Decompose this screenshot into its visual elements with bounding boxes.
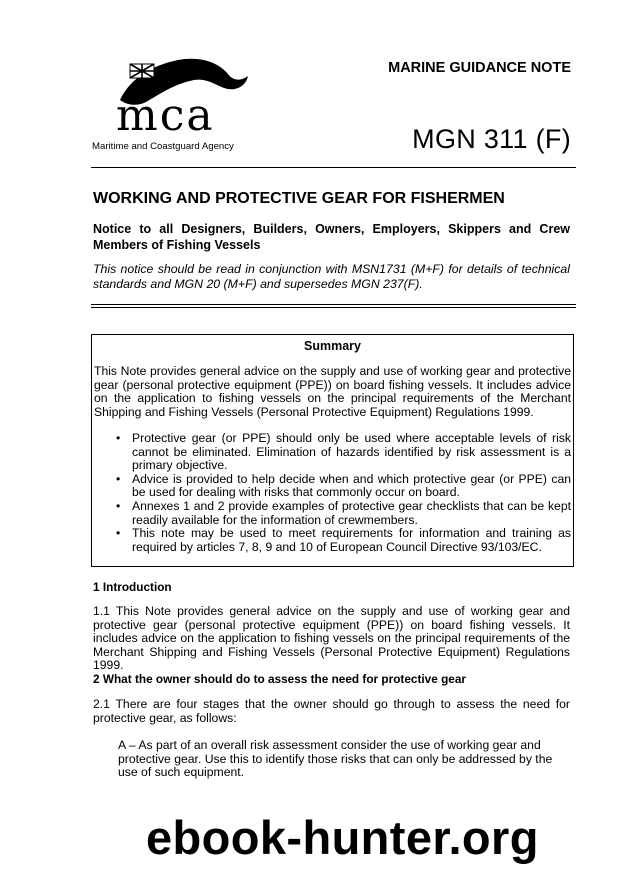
section-text-introduction: 1.1 This Note provides general advice on the supply and use of working gear and protective gear (personal protective equipment (PPE)) on board fishing vessels. It includes advice on the application to fishing vessels on the principal requirements of the Merchant Shipping and Fishing Vessels (Personal Protective Equipment) Regulations 1999.: [93, 604, 570, 673]
document-number: MGN 311 (F): [412, 124, 571, 154]
double-rule-bottom: [91, 307, 576, 308]
section-heading-assessment: 2 What the owner should do to assess the need for protective gear: [93, 672, 466, 686]
agency-name: Maritime and Coastguard Agency: [92, 141, 234, 152]
header-rule: [91, 167, 576, 168]
section-text-assessment: 2.1 There are four stages that the owner should go through to assess the need for protective gear, as follows:: [93, 697, 570, 725]
stage-a-text: A – As part of an overall risk assessment consider the use of working gear and protective gear. Use this to identify those risks that can only be addressed by the use of such equipment.: [118, 738, 553, 780]
summary-title: Summary: [304, 339, 361, 353]
logo-mark: mca: [116, 90, 215, 141]
summary-box: [91, 334, 574, 567]
summary-bullet: • Advice is provided to help decide when and which protective gear (or PPE) can be used for dealing with risks that commonly occur on board.: [116, 473, 571, 500]
supersedes-note: This notice should be read in conjunction with MSN1731 (M+F) for details of technical standards and MGN 20 (M+F) and supersedes MGN 237(F).: [93, 262, 570, 291]
mca-logo: [90, 52, 270, 157]
summary-bullet: • Annexes 1 and 2 provide examples of protective gear checklists that can be kept readily available for the information of crewmembers.: [116, 500, 571, 527]
summary-bullet-list: [116, 432, 571, 554]
summary-bullet: • Protective gear (or PPE) should only be used where acceptable levels of risk cannot be eliminated. Elimination of hazards identified by risk assessment is a primary objective.: [116, 432, 571, 473]
page-title: WORKING AND PROTECTIVE GEAR FOR FISHERMEN: [93, 190, 505, 207]
double-rule-top: [91, 304, 576, 305]
header-label: MARINE GUIDANCE NOTE: [388, 60, 571, 76]
section-heading-introduction: 1 Introduction: [93, 580, 172, 594]
summary-bullet: • This note may be used to meet requirements for information and training as required by articles 7, 8, 9 and 10 of European Council Directive 93/103/EC.: [116, 527, 571, 554]
summary-text: This Note provides general advice on the supply and use of working gear and protective gear (personal protective equipment (PPE)) on board fishing vessels. It includes advice on the application to fishing vessels on the principal requirements of the Merchant Shipping and Fishing Vessels (Personal Protective Equipment) Regulations 1999.: [94, 364, 571, 419]
watermark: ebook-hunter.org: [146, 811, 539, 864]
notice-text: Notice to all Designers, Builders, Owners, Employers, Skippers and Crew Members of Fishing Vessels: [93, 222, 570, 252]
